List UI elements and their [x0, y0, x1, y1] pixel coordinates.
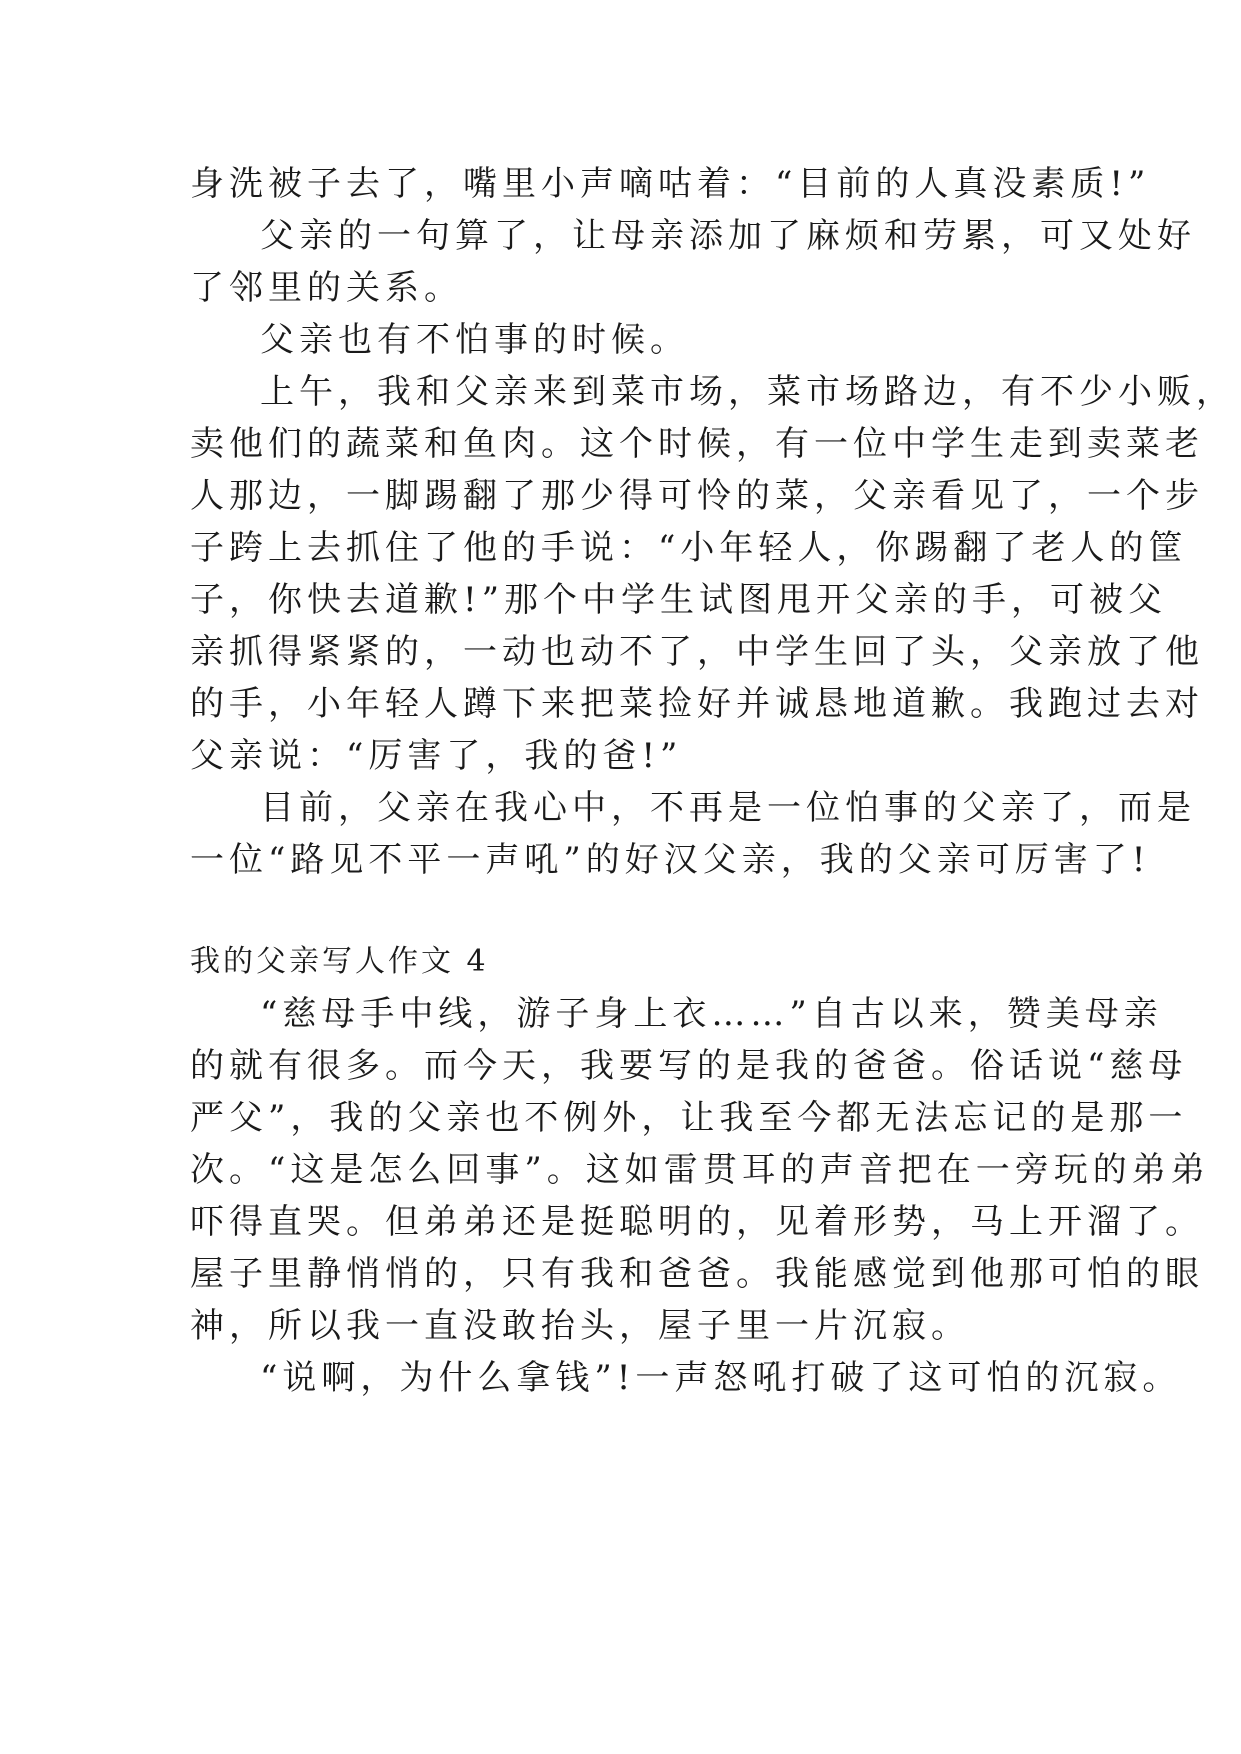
text-line: 次。“这是怎么回事”。这如雷贯耳的声音把在一旁玩的弟弟 [190, 1150, 1210, 1190]
paragraph-start-line: “说啊，为什么拿钱”!一声怒吼打破了这可怕的沉寂。 [260, 1358, 1182, 1398]
text-line: 子，你快去道歉!”那个中学生试图甩开父亲的手，可被父 [190, 580, 1168, 620]
text-line: 了邻里的关系。 [190, 268, 463, 308]
section-gap [190, 886, 1090, 936]
text-line: 一位“路见不平一声吼”的好汉父亲，我的父亲可厉害了! [190, 840, 1151, 880]
text-line: 子跨上去抓住了他的手说：“小年轻人，你踢翻了老人的筐 [190, 528, 1188, 568]
paragraph-start-line: “慈母手中线，游子身上衣……”自古以来，赞美母亲 [260, 994, 1163, 1034]
section-heading: 我的父亲写人作文 4 [190, 944, 489, 979]
text-line: 卖他们的蔬菜和鱼肉。这个时候，有一位中学生走到卖菜老 [190, 424, 1204, 464]
text-line: 吓得直哭。但弟弟还是挺聪明的，见着形势，马上开溜了。 [190, 1202, 1204, 1242]
document-page [190, 158, 1235, 1404]
paragraph-start-line: 父亲也有不怕事的时候。 [260, 320, 689, 360]
text-line: 父亲说：“厉害了，我的爸!” [190, 736, 683, 776]
paragraph-start-line: 父亲的一句算了，让母亲添加了麻烦和劳累，可又处好 [260, 216, 1196, 256]
text-line: 的手，小年轻人蹲下来把菜捡好并诚恳地道歉。我跑过去对 [190, 684, 1204, 724]
text-line: 严父”，我的父亲也不例外，让我至今都无法忘记的是那一 [190, 1098, 1188, 1138]
text-line: 人那边，一脚踢翻了那少得可怜的菜，父亲看见了，一个步 [190, 476, 1204, 516]
text-line: 亲抓得紧紧的，一动也动不了，中学生回了头，父亲放了他 [190, 632, 1204, 672]
text-line: 神，所以我一直没敢抬头，屋子里一片沉寂。 [190, 1306, 970, 1346]
text-line: 的就有很多。而今天，我要写的是我的爸爸。俗话说“慈母 [190, 1046, 1188, 1086]
paragraph-start-line: 上午，我和父亲来到菜市场，菜市场路边，有不少小贩， [260, 372, 1235, 412]
text-line: 身洗被子去了，嘴里小声嘀咕着：“目前的人真没素质!” [190, 164, 1151, 204]
text-line: 屋子里静悄悄的，只有我和爸爸。我能感觉到他那可怕的眼 [190, 1254, 1204, 1294]
paragraph-start-line: 目前，父亲在我心中，不再是一位怕事的父亲了，而是 [260, 788, 1196, 828]
